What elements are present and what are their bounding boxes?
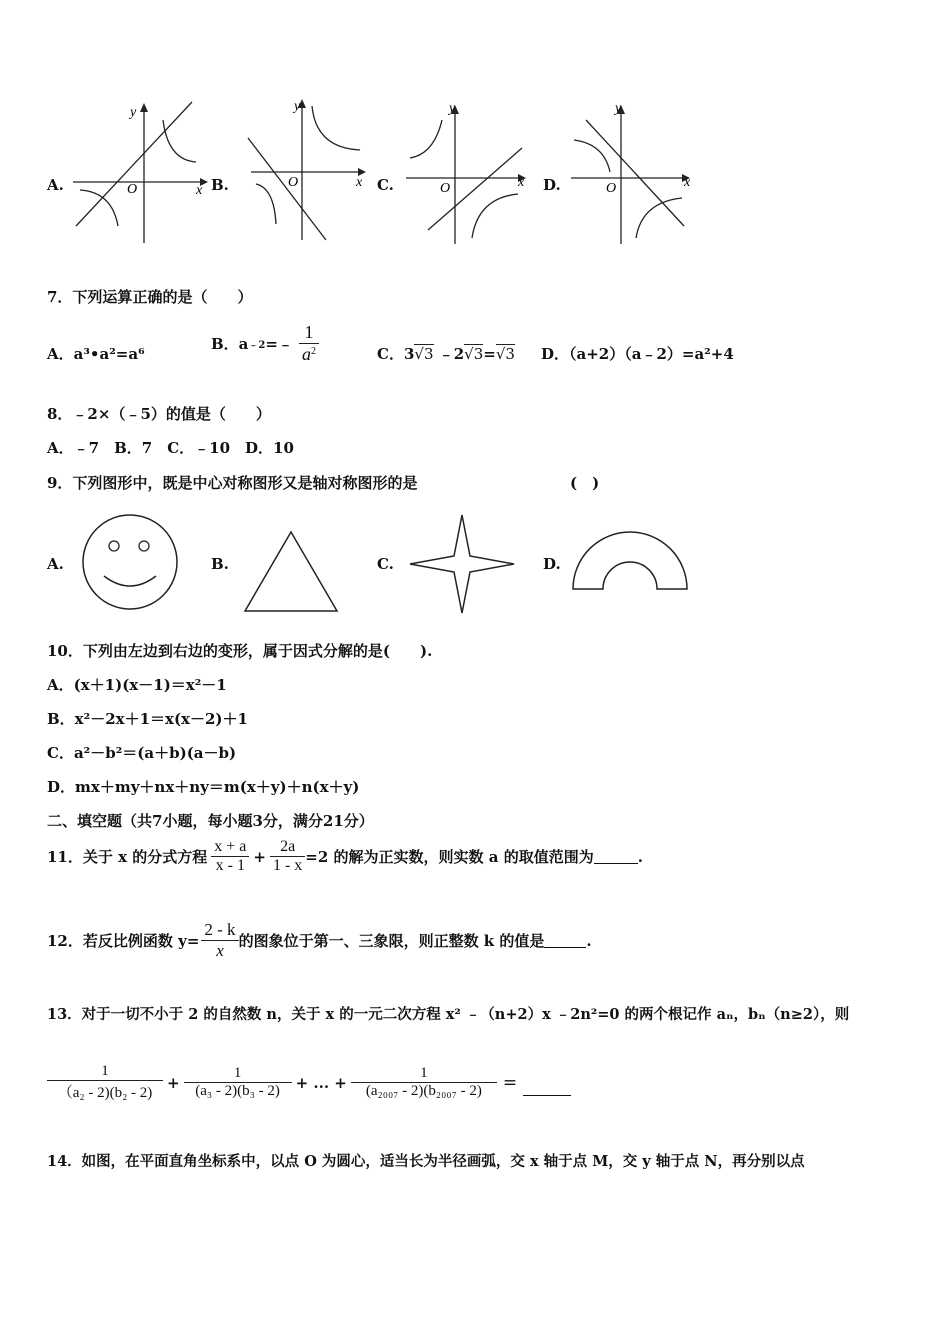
q12-suffix: 的图象位于第一、三象限，则正整数 k 的值是 [238, 932, 545, 950]
q7-b-den-base: a [301, 344, 311, 364]
sqrt-icon: √ [414, 345, 424, 363]
q12 [47, 920, 592, 961]
section-2-heading: 二、填空题（共7小题，每小题3分，满分21分） [47, 812, 374, 830]
q9-paren: ( ) [570, 474, 600, 492]
q11 [47, 838, 643, 875]
q6-c-origin: O [440, 181, 451, 196]
q10-stem: 10．下列由左边到右边的变形，属于因式分解的是( ). [47, 642, 433, 660]
q6-d-origin: O [606, 181, 617, 196]
q11-f2-num: 2a [270, 838, 305, 857]
q13-ellipsis: + ... + [295, 1073, 347, 1092]
semi-annulus-icon [568, 526, 692, 594]
q8-options: A．﹣7 B．7 C．﹣10 D．10 [47, 439, 294, 457]
q13-answer-blank[interactable] [523, 1069, 571, 1096]
q11-suffix: =2 的解为正实数，则实数 a 的取值范围为 [305, 848, 594, 866]
q6-option-c-label: C. [377, 176, 394, 194]
q7-option-b [211, 322, 319, 365]
q9-stem: 9．下列图形中，既是中心对称图形又是轴对称图形的是 [47, 474, 418, 492]
q6-b-x-label: x [356, 175, 363, 190]
q10-option-d: D．mx＋my＋nx＋ny＝m(x＋y)＋n(x＋y) [47, 778, 360, 796]
q9-option-a-label: A. [47, 555, 64, 573]
q12-num: 2 - k [201, 920, 238, 941]
q7-c-root2: 3 [473, 345, 484, 363]
four-point-star-icon [404, 512, 520, 616]
q6-a-origin: O [127, 182, 138, 197]
q12-end: . [586, 931, 592, 950]
q11-f2-den: 1 - x [272, 857, 303, 874]
q9-option-b-label: B. [211, 555, 229, 573]
q6-option-b-label: B. [211, 176, 229, 194]
q11-f1-den: x - 1 [215, 857, 245, 874]
q7-option-a: A．a³•a²=a⁶ [47, 345, 145, 363]
q6-c-y-label: y [449, 101, 456, 116]
q11-f1-num: x + a [211, 838, 249, 857]
q11-fraction-2 [270, 838, 305, 875]
q7-b-prefix: B．a [211, 335, 249, 353]
q14-stem: 14．如图，在平面直角坐标系中，以点 O 为圆心，适当长为半径画弧，交 x 轴于点 M，交 y 轴于点 N，再分别以点 [47, 1153, 805, 1170]
q13-t1-num: 1 [47, 1063, 163, 1081]
sqrt-icon: √ [464, 345, 474, 363]
sqrt-icon: √ [495, 345, 506, 363]
q13-term-2 [184, 1065, 292, 1100]
q7-c-mid1: ﹣2 [438, 345, 465, 363]
q6-d-y-label: y [615, 101, 622, 116]
q11-prefix: 11．关于 x 的分式方程 [47, 848, 208, 866]
q9-option-d-label: D. [543, 555, 561, 573]
q6-a-y-label: y [130, 105, 137, 120]
q6-c-x-label: x [518, 175, 525, 190]
q12-den: x [216, 941, 224, 960]
q13-stem: 13．对于一切不小于 2 的自然数 n，关于 x 的一元二次方程 x² ﹣（n+2）x ﹣2n²=0 的两个根记作 aₙ，bₙ（n≥2），则 [47, 1006, 850, 1023]
q7-stem: 7．下列运算正确的是（ ） [47, 288, 253, 306]
q7-b-mid: =﹣ [265, 335, 293, 353]
smiley-face-icon [78, 512, 182, 612]
q6-graph-a [68, 98, 208, 248]
q13-plus: + [167, 1073, 180, 1092]
q13-term-3 [351, 1065, 497, 1100]
q10-option-c: C．a²－b²＝(a＋b)(a－b) [47, 744, 237, 762]
q12-fraction [201, 920, 238, 961]
q6-option-d-label: D. [543, 176, 561, 194]
q13-t2-num: 1 [184, 1065, 292, 1083]
q7-b-den-exp: 2 [310, 346, 316, 357]
q7-c-prefix: C．3 [377, 345, 415, 363]
q6-b-origin: O [288, 175, 299, 190]
q8-stem: 8．﹣2×（﹣5）的值是（ ） [47, 405, 271, 423]
q6-graph-c [400, 98, 535, 248]
q6-d-x-label: x [684, 175, 691, 190]
q7-b-exponent: ﹣2 [248, 340, 266, 351]
q7-b-fraction [299, 322, 319, 365]
q7-option-d: D．（a+2）（a﹣2）=a²+4 [541, 345, 734, 363]
q13-equals: = [502, 1072, 518, 1093]
q11-answer-blank[interactable] [594, 849, 638, 864]
q13-t1-den: （a₂ - 2)(b₂ - 2) [57, 1085, 153, 1101]
q7-c-root1: 3 [423, 345, 434, 363]
q13-t3-num: 1 [351, 1065, 497, 1083]
q13-t2-den: (a₃ - 2)(b₃ - 2) [195, 1083, 280, 1099]
q6-a-x-label: x [196, 183, 203, 198]
triangle-icon [240, 528, 342, 616]
q6-option-a-label: A. [47, 176, 64, 194]
q12-answer-blank[interactable] [544, 933, 586, 948]
q6-graph-d [566, 98, 701, 248]
q11-end: . [637, 847, 643, 866]
q12-prefix: 12．若反比例函数 y= [47, 932, 200, 950]
q11-plus: + [253, 847, 266, 866]
q13-term-1 [47, 1063, 163, 1102]
q11-fraction-1 [211, 838, 249, 875]
q7-c-root3: 3 [505, 345, 515, 363]
q6-graph-b [236, 92, 371, 242]
q13-t3-den: (a₂₀₀₇ - 2)(b₂₀₀₇ - 2) [365, 1083, 482, 1099]
q7-option-c [377, 343, 515, 364]
q13-sum-expression [47, 1063, 571, 1102]
q7-c-mid2: = [483, 345, 496, 363]
q7-b-numerator: 1 [299, 322, 319, 344]
q10-option-b: B．x²－2x＋1＝x(x－2)＋1 [47, 710, 248, 728]
q6-b-y-label: y [294, 99, 301, 114]
q9-option-c-label: C. [377, 555, 394, 573]
q10-option-a: A．(x＋1)(x－1)＝x²－1 [47, 676, 227, 694]
